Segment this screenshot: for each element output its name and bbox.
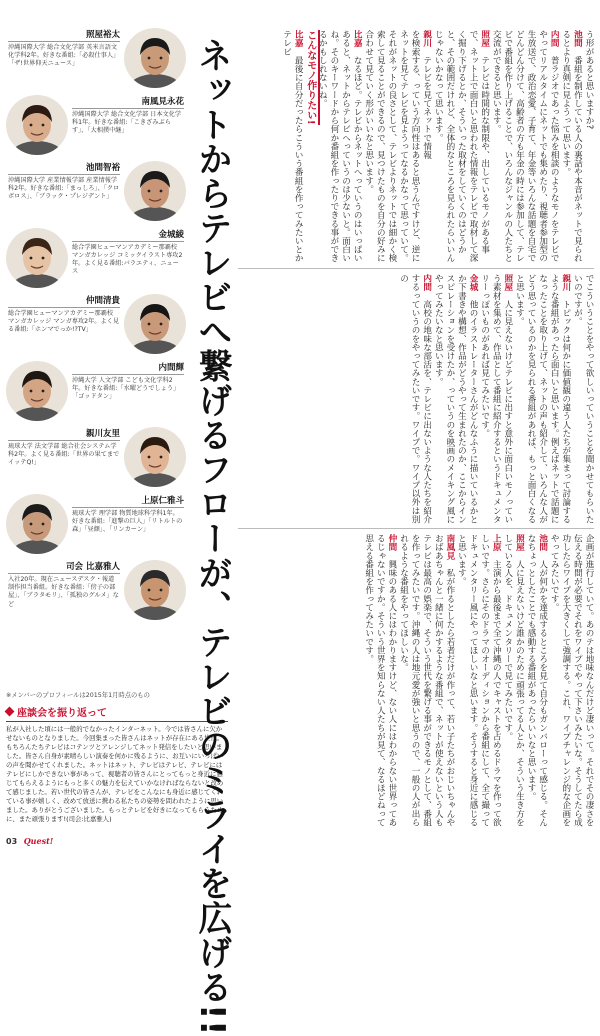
participant-bio: 沖縄大学 人文学部 こども文化学科2年。好きな番組:「水曜どうでしょう」「ゴッドタン」 — [72, 376, 180, 400]
dialogue-text: トピックは何かに価値観の違う人たちが集まって討論するような番組があったら面白いと思います。例えばネットで話題になったことを取り上げて、ネットの声も紹介して、いろんな人がどう思っているのかを見られる番組があれば、もっと面白くなると思います。 — [514, 274, 571, 524]
participant-info — [8, 28, 120, 69]
dialogue-text: テレビを見てネットで情報 — [421, 55, 432, 160]
participant-info — [72, 228, 184, 277]
dialogue-paragraph — [490, 30, 560, 265]
participant-bio: 沖縄国際大学 総合文化学部 日本文化学科1年。好きな番組:「こきざみぶらす」、「大相撲中継」 — [72, 110, 182, 134]
participant-photo — [124, 560, 186, 620]
participant-row — [6, 26, 190, 93]
participant-info — [72, 494, 184, 535]
dialogue-paragraph — [316, 30, 362, 265]
dialogue-text: 主演から最後まで全て沖縄の人でキャストを占めるドラマを作って欲しいです。さらにそのドラマのオーディションから番組にして、全て撮ってドキュメンタリー風にやってほしいなと思います。そうすると身近に感じると思います。 — [456, 534, 502, 827]
participant-photo — [124, 28, 186, 88]
page-footer — [6, 836, 53, 846]
participant-name: 上原仁雅斗 — [72, 494, 184, 508]
participant-name: 内間輝 — [72, 361, 184, 375]
dialogue-text: でこういうことをやって欲しいっていうことを聞かせてもらいたいのですが。 — [572, 274, 594, 524]
dialogue-text: を検索する、っていう方向性はあると思うんですけど、逆にネットを見てテレビを見ようってなるかなって思っていて。それがネットの良さとして、テレビよりネットでは細かく検索して見ることができるので、見つけたものを自分の好みに合わせて見ていく形がいいなと思います。 — [363, 30, 421, 263]
dialogue-text: 番組を制作している人の裏話や本音がネットで見られるとより真剣に見ようって思います。 — [560, 30, 583, 263]
speaker-name: 池間 — [572, 30, 583, 48]
speaker-name: 比嘉 — [352, 30, 363, 48]
dialogue-paragraph — [432, 274, 478, 524]
participant-bio: 沖縄国際大学 総合文化学部 英米言語文化学科2年。好きな番組:「必殺仕事人」「ザ!世界仰天ニュース」 — [8, 44, 120, 68]
participant-row — [6, 93, 190, 160]
dialogue-paragraph — [362, 534, 397, 834]
participant-bio: 入社20年。現在ニュースデスク・報道制作担当番組。好きな番組:「傍子の部屋」、「ブラタモリ」、「孤独のグルメ」など — [8, 576, 119, 608]
participant-row — [6, 492, 190, 559]
summary-title-text: 座談会を振り返って — [17, 708, 107, 719]
participant-photo — [124, 161, 186, 221]
speaker-name: 上原 — [491, 534, 502, 552]
dialogue-paragraph — [280, 30, 303, 265]
participant-bio: 琉球大学 理学部 物質地球科学科1年。好きな番組:「進撃の巨人」「リトルトの森」「昼顔」、「リンカーン」 — [72, 509, 183, 533]
speaker-name: 照屋 — [514, 534, 525, 552]
page-number: 03 — [6, 837, 18, 846]
dialogue-paragraph — [582, 30, 594, 265]
speaker-name: 南風見 — [444, 534, 455, 560]
participant-photo — [6, 494, 68, 554]
participant-row — [6, 359, 190, 426]
participant-row — [6, 425, 190, 492]
dialogue-paragraph — [524, 534, 547, 834]
participant-name: 南風見永花 — [72, 95, 184, 109]
participant-info — [8, 560, 120, 609]
participant-bio: 沖縄国際大学 産業情報学部 産業情報学科2年。好きな番組:「まっしろ」、「クロボロス」、「ブラック・プレジデント」 — [8, 177, 120, 201]
participant-info — [72, 95, 184, 136]
participant-row — [6, 226, 190, 293]
summary-body: 私が入社した頃には一般的でなかったインターネット。今では皆さんに欠かせないものとなりました。今回集まった皆さんはネットが存在にある世代。もちろんたちテレビはコテンツとアレンジしてネット発信をしたいと思いました。皆さん自身が素晴らしい演奏を何かに残るように、お互いにいっぱいの声を聞かせてくれました。ネットはネット、テレビはテレビ、テレビにはテレビにしかできない事があって、視聴者の皆さんにとってもっと身近に感じてもらえるようにもっと多くの魅力を伝えていかなければならないと改めて感じました。若い世代の皆さんが、テレビをこんなにも身近に感じてくれている事が嬉しく、改めて放送に携わる私たちの姿勢を問われたように思いました。ありがとうございました。もっとテレビを好きになってもらうために、また頑張ります!(司会:比嘉雅人) — [6, 725, 224, 823]
dialogue-paragraph — [455, 534, 501, 834]
dialogue-text: 最後に自分だったらこういう番組を作ってみたいとかテレビ — [281, 30, 304, 263]
participant-photo — [6, 228, 68, 288]
participant-name: 照屋裕太 — [8, 28, 120, 42]
participant-bio: 総合学園ヒューマンアカデミー那覇校 マンガカレッジ マンガ専攻2年。よく見る番組:「ホンマでっか!?TV」 — [8, 310, 120, 334]
dialogue-text: 高校の地味な部活を、テレビに出ないような人たちを紹介するっていうのをやってみたいです。ワイプで。ワイプ以外は別の — [398, 274, 432, 524]
dialogue-paragraph — [397, 274, 432, 524]
dialogue-paragraph — [362, 30, 420, 265]
speaker-name: 内間 — [421, 274, 432, 292]
participant-row — [6, 292, 190, 359]
dialogue-text: 他のイラストレーターさんがどんなふうに描いているかとか下書きや構想、作品がどうやって生まれたのか、ここからインスピレーションを受けたか、っていうのを映画のメイキング風にやってみたいなと思います。 — [433, 274, 479, 524]
profile-note: ※メンバーのプロフィールは2015年1月時点のもの — [6, 692, 150, 699]
participant-photo — [6, 95, 68, 155]
participant-name: 仲間清貴 — [8, 294, 120, 308]
dialogue-paragraph — [548, 534, 594, 834]
speaker-name: 親川 — [421, 30, 432, 48]
participant-row — [6, 558, 190, 625]
dialogue-text: 私が作るとしたら若者だけが作って、若い子たちがおじいちゃんやおばあちゃんと一緒に何かするような番組で、ネットが使えないという人もテレビは最高の娯楽で、そういう世代を繋げる事ができるモノとして、番組を作ってみたいです。沖縄の人は地元愛が強いと思うので、一般の人が出られるような番組をやってほしいな。 — [398, 534, 455, 827]
speaker-name: 照屋 — [502, 274, 513, 292]
dialogue-paragraph — [571, 274, 594, 524]
dialogue-paragraph — [559, 30, 582, 265]
dialogue-text: 人に見えないけどテレビに出すと意外に面白いモノっていう素材を集めて、作品として番組に紹介するというドキュメンタリーっぽいものがあれば見てみたいです。 — [479, 274, 513, 524]
body-column-bottom — [238, 534, 594, 834]
dialogue-paragraph — [420, 30, 432, 265]
participant-photo — [124, 427, 186, 487]
participant-name: 司会 比嘉雅人 — [8, 560, 120, 574]
participant-bio: 総合学園ヒューマンアカデミー那覇校 マンガカレッジ コミックイラスト専攻2年。よく見る番組:バラエティ、ニュース — [72, 243, 183, 276]
dialogue-paragraph — [478, 274, 513, 524]
dialogue-paragraph — [501, 534, 524, 834]
participant-row — [6, 159, 190, 226]
body-column-middle — [238, 274, 594, 524]
body-column-top — [238, 30, 594, 265]
speaker-name: 池間 — [537, 534, 548, 552]
diamond-icon — [5, 707, 15, 717]
dialogue-text: テレビは時間的な制限や、出しているモノがある事で、ネット上で面白いと思われた情報をテレビで取材して深く掘り下げるとか、そういった取材をしていくのはどうかと、その範囲だけれど、全体的なところを見られたらいいんじゃないかなって思います。 — [433, 30, 490, 263]
dialogue-text: 普ラジオであった悩みを相談のようなモノをテレビでやってリアルタイムにネットでも集めたり、視聴者参加型の生放送で、政治恋愛、子育て、年金等いろんな話題を自宅でどんどん分けて、高齢者の方も年金の時には参加して、テレビで番組を作り上げることで、いろんなジャンルの人たちと交流ができると思います。 — [491, 30, 560, 263]
participant-info — [72, 361, 184, 402]
dialogue-text: 興味のある人にはわかりますけど、ない人にはわからない世界ってあるじゃないですか。そういう世界を知らない人たちが見て、なるほどねって思える番組を作ってみたいです。 — [363, 534, 397, 827]
participant-name: 親川友里 — [8, 427, 120, 441]
dialogue-paragraph — [397, 534, 455, 834]
participant-list — [6, 26, 190, 625]
dialogue-text: 企画が進行していて。あのテは地味なんだけど凄いって。それでその凄さを伝える時間が必要でそれをワイプでやって下さいみたいな。そうしてたら成功したらワイプを大きくして強調する。これ、ワイプチャレンジ的な企画をやってみたいです。 — [549, 534, 594, 827]
section-heading: こんなモノ作りたい! — [305, 30, 320, 125]
speaker-name: 金城 — [468, 274, 479, 292]
participant-info — [8, 161, 120, 202]
dialogue-text: 人が何かを達成するところを見て自分もガンバローって感じる。そんなちょっとしたことでも感動する番組があったらいいなと思います。 — [526, 534, 548, 827]
headline: ネットからテレビへ繋げるフローが、テレビのミライを広げる!! — [192, 38, 232, 1036]
speaker-name: 内間 — [549, 30, 560, 48]
magazine-logo: Quest! — [23, 836, 54, 846]
dialogue-text: なるほど。テレビからネットへっていうのはいっぱいあると、ネットからテレビへっていうのは少ないと。面白いね。そのキーワードから何か番組を作ったりできる事ができるかもしれないね。 — [317, 30, 363, 263]
participant-photo — [6, 361, 68, 421]
participant-bio: 琉球大学 法文学部 総合社会システム学科2年。よく見る番組:「世界の果てまでイッテQ!」 — [8, 443, 120, 467]
dialogue-text: 人に見えないけど誰かのために頑張ってる人とか、そういう生き方をしている人を、ドキュメンタリーで見てみたいです。 — [502, 534, 525, 827]
participant-info — [8, 294, 120, 335]
participant-name: 池間智裕 — [8, 161, 120, 175]
participant-name: 金城綾 — [72, 228, 184, 242]
dialogue-paragraph — [432, 30, 490, 265]
participant-photo — [124, 294, 186, 354]
dialogue-text: う形があると思いますか? — [584, 30, 594, 130]
dialogue-paragraph — [513, 274, 571, 524]
speaker-name: 照屋 — [479, 30, 490, 48]
participant-info — [8, 427, 120, 468]
speaker-name: 比嘉 — [293, 30, 304, 48]
speaker-name: 親川 — [560, 274, 571, 292]
speaker-name: 仲間 — [386, 534, 397, 552]
